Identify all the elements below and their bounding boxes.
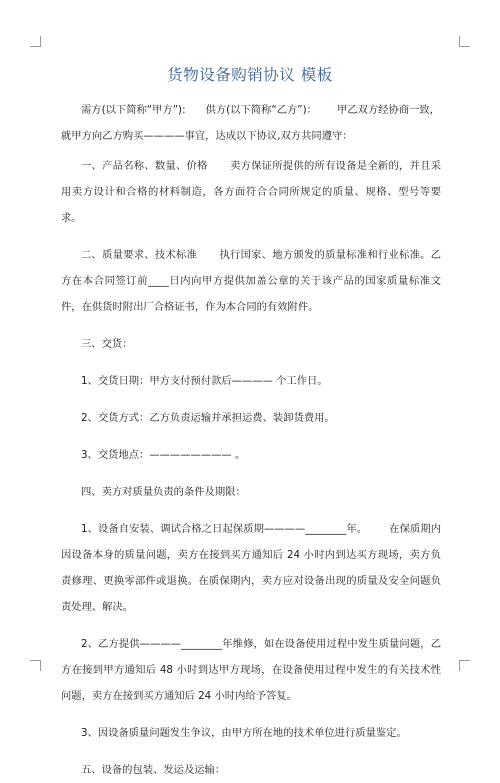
crop-mark-bottom-right xyxy=(459,660,470,671)
crop-mark-bottom-left xyxy=(30,660,41,671)
crop-mark-top-left xyxy=(30,36,41,47)
agreement-intro: 甲乙双方经协商一致， xyxy=(336,104,440,116)
section-4-heading: 四、卖方对质量负责的条件及期限： xyxy=(81,486,246,498)
section-5-heading: 五、设备的包装、发运及运输： xyxy=(81,764,226,776)
section-2-paragraph xyxy=(61,242,441,320)
seller-label: 供方(以下简称“乙方”)： xyxy=(205,104,317,116)
parties-paragraph xyxy=(61,97,441,123)
parties-paragraph-line2: 就甲方向乙方购买————事宜，达成以下协议,双方共同遵守： xyxy=(61,130,353,142)
crop-mark-top-right xyxy=(459,36,470,47)
document-title: 货物设备购销协议 模板 xyxy=(167,66,333,84)
section-4-item-2: 2、乙方提供————________年维修，如在设备使用过程中发生质量问题，乙方在接到甲方通知后 48 小时到达甲方现场，在设备使用过程中发生的有关技术性问题，卖方在接到买方通知后 24 小时内给予答复。 xyxy=(61,638,441,702)
section-3-item-1: 1、交货日期：甲方支付预付款后———— 个工作日。 xyxy=(81,375,328,387)
section-2-body: 执行国家、地方颁发的质量标准和行业标准。乙方在本合同签订前____日内向甲方提供加盖公章的关于该产品的国家质量标准文件，在供货时附出厂合格证书，作为本合同的有效附件。 xyxy=(61,249,441,313)
warranty-period: 1、设备自安装、调试合格之日起保质期————________年。 xyxy=(81,523,368,535)
section-1-heading: 一、产品名称、数量、价格 xyxy=(81,160,208,172)
section-3-item-3: 3、交货地点：———————— 。 xyxy=(81,449,246,461)
section-4-item-3: 3、因设备质量问题发生争议，由甲方所在地的技术单位进行质量鉴定。 xyxy=(81,727,407,739)
section-4-item-1 xyxy=(61,516,441,620)
warranty-terms: 在保质期内因设备本身的质量问题，卖方在接到买方通知后 24 小时内到达买方现场，卖方负责修理、更换零部件或退换。在质保期内，卖方应对设备出现的质量及安全问题负责处理、解决。 xyxy=(61,523,441,613)
section-1-body: 卖方保证所提供的所有设备是全新的，并且采用卖方设计和合格的材料制造，各方面符合合同所规定的质量、规格、型号等要求。 xyxy=(61,160,441,224)
section-3-item-2: 2、交货方式：乙方负责运输并承担运费、装卸货费用。 xyxy=(81,412,335,424)
section-1-paragraph xyxy=(61,153,441,231)
buyer-label: 需方(以下简称“甲方”): xyxy=(81,104,186,116)
section-3-heading: 三、交货： xyxy=(81,338,133,350)
document-body xyxy=(61,97,441,783)
section-2-heading: 二、质量要求、技术标准 xyxy=(81,249,198,261)
